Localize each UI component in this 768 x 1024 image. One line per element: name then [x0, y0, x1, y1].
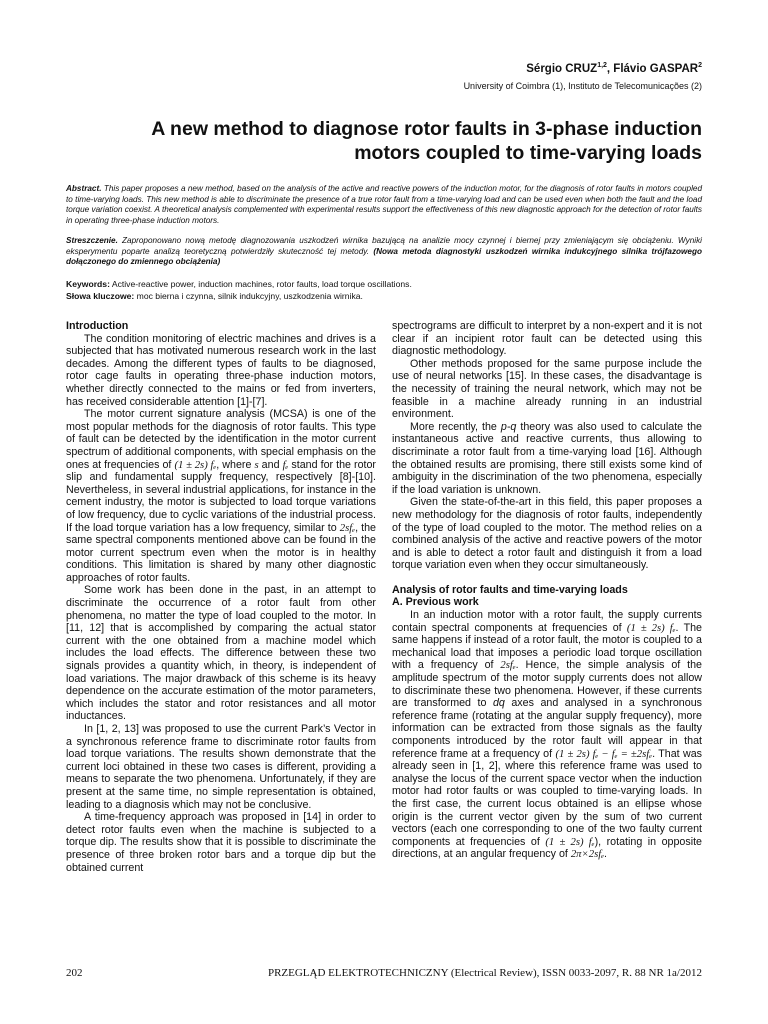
journal-footer: PRZEGLĄD ELEKTROTECHNICZNY (Electrical Review), ISSN 0033-2097, R. 88 NR 1a/2012 — [267, 967, 702, 979]
text-run: . The same happens if instead of a rotor fault, the motor is coupled to a mechanical load that imposes a periodic load torque oscillation with a frequency of — [392, 621, 702, 672]
math-formula: 2π×2sfₑ — [570, 848, 605, 861]
intro-paragraph-3: Some work has been done in the past, in an attempt to discriminate the occurrence of a rotor fault from other phenomena, no matter the type of load coupled to the motor. In [11, 12] that is accomplished by comparing the actual stator current with the one obtained from a machine model which includes the load effects. The difference between these two signals provides a quantity which, in theory, is independent of load variations. The major drawback of this scheme is its heavy dependence on the accurate estimation of the motor parameters, which includes the stator and rotor resistances and all motor inductances. — [66, 584, 376, 723]
title-line-2: motors coupled to time-varying loads — [354, 142, 702, 164]
intro-paragraph-4: In [1, 2, 13] was proposed to use the current Park’s Vector in a synchronous reference frame to discriminate rotor faults from load torque variations. The results shown demonstrate that the current loci obtained in these two cases is different, providing a means to separate the two phenomena. Unfortunately, if they are present at the same time, no simple representation is obtained, leading to a diagnosis which may not be conclusive. — [66, 723, 376, 811]
intro-paragraph-6: Other methods proposed for the same purpose include the use of neural networks [15]. In these cases, the disadvantage is the necessity of training the neural network, which may not be feasible in a machine already running in an industrial environment. — [392, 357, 702, 421]
text-run: ), rotating in opposite directions, at an angular frequency of — [392, 835, 702, 861]
text-run: The motor current signature analysis (MCSA) is one of the most popular methods for the diagnosis of rotor faults. This type of fault can be detected by the identification in the motor current spectrum of additional components, with special emphasis on the ones at frequencies of — [66, 408, 376, 471]
intro-paragraph-2 — [66, 408, 376, 584]
keywords-pl — [66, 291, 702, 303]
intro-paragraph-7 — [392, 421, 702, 497]
author-gaspar-affil: 2 — [698, 62, 702, 69]
affiliation: University of Coimbra (1), Instituto de Telecomunicações (2) — [463, 81, 702, 91]
right-column — [392, 320, 702, 861]
subsection-heading: A. Previous work — [392, 596, 479, 609]
math-symbol: fₑ — [282, 458, 289, 471]
intro-paragraph-5: A time-frequency approach was proposed in [14] in order to detect rotor faults even when the machine is subjected to a torque dip. The results show that it is possible to discriminate the presence of three broken rotor bars and a torque dip but the obtained current — [66, 811, 376, 874]
text-run: . — [604, 848, 607, 861]
polish-title: (Nowa metoda diagnostyki uszkodzeń wirnika indukcyjnego silnika trójfazowego dołączonego do zmiennego obciążenia) — [66, 246, 702, 267]
math-formula: (1 ± 2s) fₑ − fₑ = ±2sfₑ — [555, 747, 653, 760]
author-cruz: Sérgio CRUZ — [526, 62, 598, 75]
paper-title — [100, 117, 702, 165]
pq-term: p-q — [500, 420, 517, 433]
intro-paragraph-8: Given the state-of-the-art in this field, this paper proposes a new methodology for the diagnosis of rotor faults, independently of the type of load coupled to the motor. The method relies on a combined analysis of the active and reactive powers of the motor and is able to detect a rotor fault and distinguish it from a load torque variation even when they occur simultaneously. — [392, 496, 702, 572]
keywords-text-pl: moc bierna i czynna, silnik indukcyjny, uszkodzenia wirnika. — [134, 290, 363, 301]
text-run: , where — [216, 458, 255, 471]
math-formula: (1 ± 2s) fₑ — [545, 835, 595, 848]
streszczenie-text: Zaproponowano nową metodę diagnozowania uszkodzeń wirnika bazującą na analizie mocy czynnej i biernej przy zmieniającym się obciążeniu. Wyniki eksperymentu poparte analizą teoretyczną potwierdziły skuteczność tej metody. — [66, 236, 702, 256]
abstract-text: This paper proposes a new method, based on the analysis of the active and reactive powers of the induction motor, for the diagnosis of rotor faults in motors coupled to time-varying loads. This new method is able to discriminate the presence of a true rotor fault from a time-varying load and can be used even when both the fault and the load torque variation coexist. A theoretical analysis complemented with experimental results support the effectiveness of this new diagnostic approach for the detection of rotor faults in operating three-phase induction motors. — [66, 184, 702, 225]
text-run: theory was also used to calculate the instantaneous active and reactive currents, thus allowing to discriminate a rotor fault from a time-varying load [16]. Although the obtained results are promising, there still exists some kind of ambiguity in the discrimination of the two phenomena, especially if the load variation is unknown. — [392, 420, 702, 496]
text-run: . That was already seen in [1, 2], where this reference frame was used to analyse the locus of the current space vector when the induction motor had rotor faults or was coupled to time-varying loads. In the first case, the current locus obtained is an ellipse whose origin is the current vector given by the sum of two current vectors (each one corresponding to one of the two faulty current components at frequencies of — [392, 747, 702, 848]
text-run: , the same spectral components mentioned above can be found in the motor current spectrum even when the motor is in healthy conditions. This limitation is shared by many other diagnostic approaches of rotor faults. — [66, 521, 376, 584]
intro-paragraph-5-cont: spectrograms are difficult to interpret by a non-expert and it is not clear if an incipient rotor fault can be detected using this diagnostic methodology. — [392, 320, 702, 358]
text-run: stand for the rotor slip and fundamental supply frequency, respectively [8]-[10]. Nevertheless, in several industrial applications, for instance in the cement industry, the motor is subjected to load torque variations of low frequency, due to cyclic variations of the industrial process. If the load torque variation has a low frequency, similar to — [66, 458, 376, 534]
abstract — [66, 184, 702, 226]
keywords-block — [66, 279, 702, 302]
dq-term: dq — [492, 697, 505, 710]
title-line-1: A new method to diagnose rotor faults in 3-phase induction — [151, 118, 702, 140]
abstract-label: Abstract. — [66, 184, 102, 193]
section-heading: Analysis of rotor faults and time-varying loads — [392, 583, 628, 596]
math-formula: 2sfₑ — [339, 521, 356, 534]
math-symbol: s — [254, 458, 259, 471]
text-run: In an induction motor with a rotor fault, the supply currents contain spectral components at frequencies of — [392, 609, 702, 634]
text-run: More recently, the — [410, 420, 501, 433]
keywords-label: Keywords: — [66, 279, 110, 289]
streszczenie-label: Streszczenie. — [66, 236, 118, 245]
keywords-text: Active-reactive power, induction machines, rotor faults, load torque oscillations. — [109, 279, 412, 289]
keywords-label-pl: Słowa kluczowe: — [66, 290, 135, 301]
keywords-en — [66, 279, 702, 291]
math-formula: (1 ± 2s) fₑ — [174, 458, 217, 471]
author-gaspar: , Flávio GASPAR — [606, 62, 699, 75]
math-formula: (1 ± 2s) fₑ — [626, 621, 676, 634]
text-run: and — [258, 458, 283, 471]
streszczenie — [66, 236, 702, 268]
authors — [526, 62, 702, 75]
left-column — [66, 320, 376, 874]
author-cruz-affil: 1,2 — [597, 62, 607, 69]
text-run: . Hence, the simple analysis of the amplitude spectrum of the motor supply currents does not allow to discriminate these two phenomena. However, if these currents are transformed to — [392, 659, 702, 710]
math-formula: 2sfₑ — [500, 659, 516, 672]
page-number: 202 — [66, 967, 83, 979]
text-run: axes and analysed in a synchronous reference frame (rotating at the angular supply frequency), more information can be extracted from those signals as the faulty components introduced by the rotor fault will appear in that reference frame at a frequency of — [392, 697, 702, 760]
intro-paragraph-1: The condition monitoring of electric machines and drives is a subjected that has motivated numerous research work in the last decades. Among the different types of faults to be diagnosed, rotor cage faults in operating three-phase induction motors, whether directly connected to the mains or fed from inverters, has received considerable attention [1]-[7]. — [66, 332, 376, 408]
introduction-heading: Introduction — [66, 320, 129, 332]
previous-work-paragraph — [392, 609, 702, 861]
